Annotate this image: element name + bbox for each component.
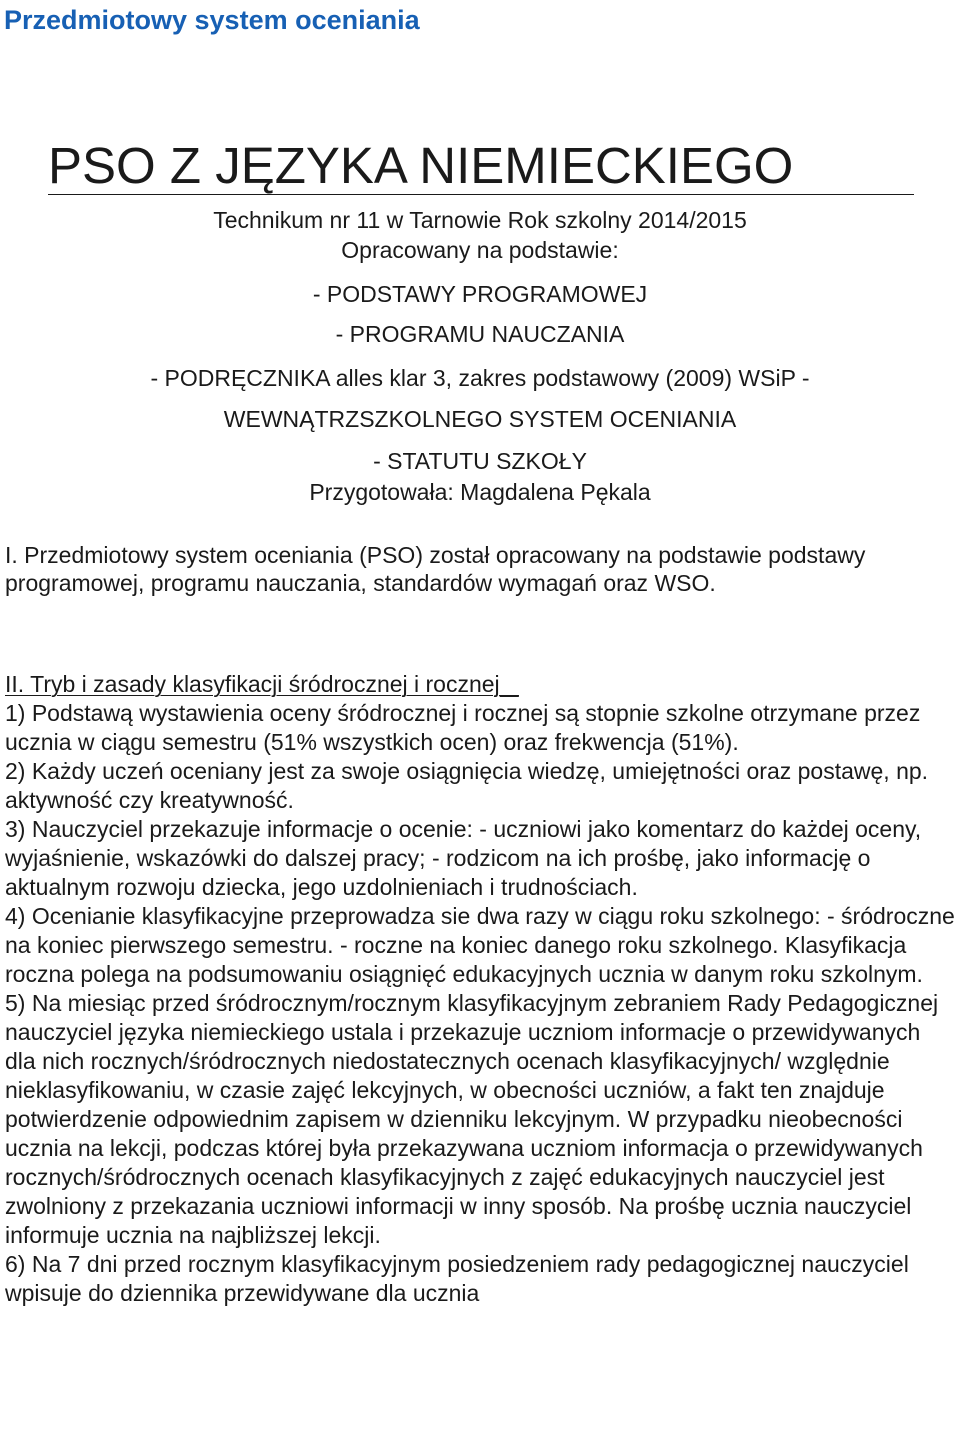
- section-2-heading: II. Tryb i zasady klasyfikacji śródrocznej i rocznej: [5, 671, 500, 697]
- section-2: [5, 670, 957, 1308]
- section-1: [5, 541, 957, 597]
- site-title: Przedmiotowy system oceniania: [4, 5, 420, 35]
- section-2-item-3: 3) Nauczyciel przekazuje informacje o ocenie: - uczniowi jako komentarz do każdej oceny, wyjaśnienie, wskazówki do dalszej pracy; - rodzicom na ich prośbę, jako informację o aktualnym rozwoju dziecka, jego uzdolnieniach i trudnościach.: [5, 816, 922, 900]
- intro-line-podrecznik: - PODRĘCZNIKA alles klar 3, zakres podstawowy (2009) WSiP -: [150, 365, 810, 391]
- document-title: PSO Z JĘZYKA NIEMIECKIEGO: [48, 138, 914, 195]
- section-2-item-6: 6) Na 7 dni przed rocznym klasyfikacyjnym posiedzeniem rady pedagogicznej nauczyciel wpisuje do dziennika przewidywane dla ucznia: [5, 1251, 909, 1306]
- intro-line-school: Technikum nr 11 w Tarnowie Rok szkolny 2014/2015: [213, 207, 747, 233]
- intro-line-basis: Opracowany na podstawie:: [341, 237, 619, 263]
- section-2-item-2: 2) Każdy uczeń oceniany jest za swoje osiągnięcia wiedzę, umiejętności oraz postawę, np. aktywność czy kreatywność.: [5, 758, 929, 813]
- section-2-item-1: 1) Podstawą wystawienia oceny śródrocznej i rocznej są stopnie szkolne otrzymane przez ucznia w ciągu semestru (51% wszystkich ocen) oraz frekwencja (51%).: [5, 700, 921, 755]
- intro-line-program: - PROGRAMU NAUCZANIA: [335, 321, 625, 347]
- intro-line-author: Przygotowała: Magdalena Pękala: [309, 479, 651, 505]
- intro-line-wso: WEWNĄTRZSZKOLNEGO SYSTEM OCENIANIA: [223, 406, 737, 432]
- intro-line-podstawy: - PODSTAWY PROGRAMOWEJ: [312, 281, 648, 307]
- section-2-item-5: 5) Na miesiąc przed śródrocznym/rocznym klasyfikacyjnym zebraniem Rady Pedagogicznej nauczyciel języka niemieckiego ustala i przekazuje uczniom informacje o przewidywanych dla nich rocznych/śródrocznych niedostatecznych ocenach klasyfikacyjnych/ względnie nieklasyfikowaniu, w czasie zajęć lekcyjnych, w obecności uczniów, a fakt ten znajduje potwierdzenie odpowiednim zapisem w dzienniku lekcyjnym. W przypadku nieobecności ucznia na lekcji, podczas której była przekazywana uczniom informacja o przewidywanych rocznych/śródrocznych ocenach klasyfikacyjnych z zajęć edukacyjnych nauczyciel jest zwolniony z przekazania uczniowi informacji w inny sposób. Na prośbę ucznia nauczyciel informuje ucznia na najbliższej lekcji.: [5, 990, 939, 1248]
- intro-line-statut: - STATUTU SZKOŁY: [373, 448, 587, 474]
- section-1-text: I. Przedmiotowy system oceniania (PSO) został opracowany na podstawie podstawy programowej, programu nauczania, standardów wymagań oraz WSO.: [5, 542, 866, 596]
- section-2-item-4: 4) Ocenianie klasyfikacyjne przeprowadza sie dwa razy w ciągu roku szkolnego: - śródroczne na koniec pierwszego semestru. - roczne na koniec danego roku szkolnego. Klasyfikacja roczna polega na podsumowaniu osiągnięć edukacyjnych ucznia w danym roku szkolnym.: [5, 903, 955, 987]
